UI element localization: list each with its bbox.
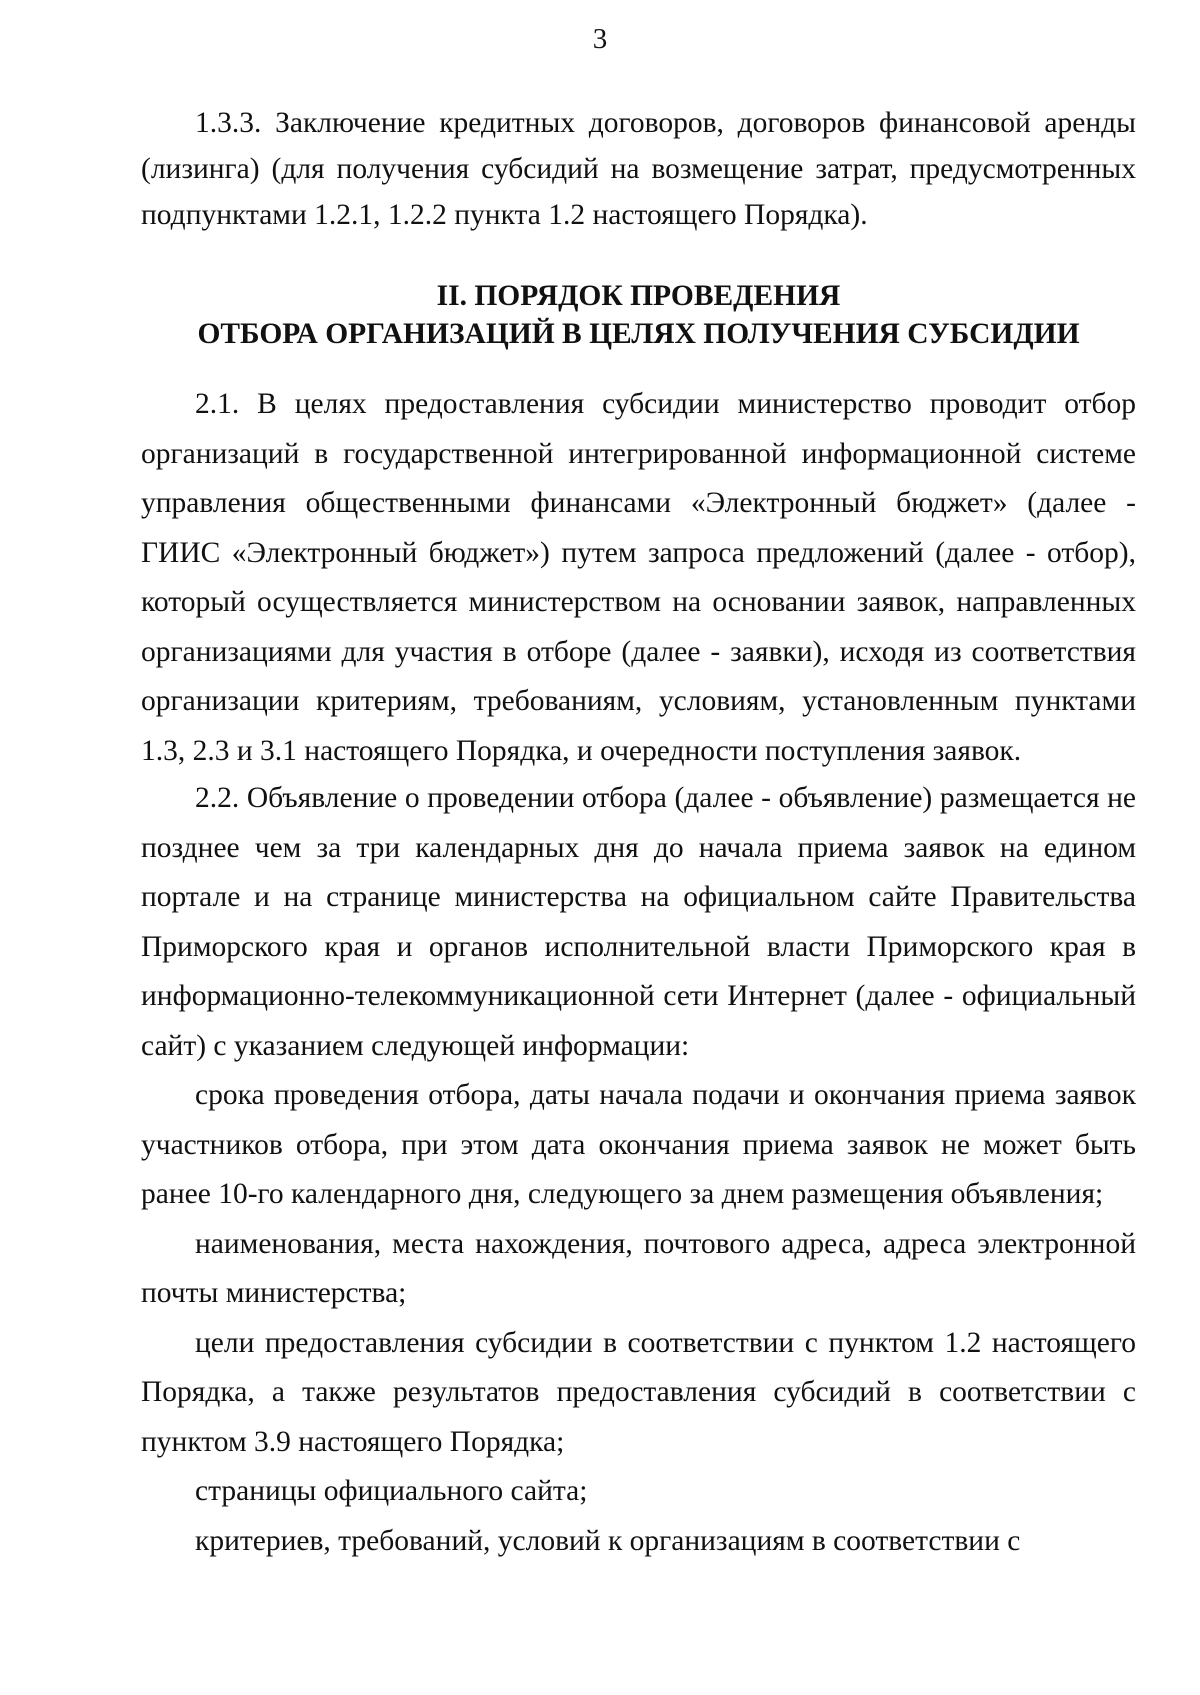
paragraph-2-2: 2.2. Объявление о проведении отбора (далее - объявление) размещается не позднее чем за три календарных дня до начала приема заявок на едином портале и на странице министерства на официальном сайте Правительства Приморского края и органов исполнительной власти Приморского края в информационно-телекоммуникационной сети Интернет (далее - официальный сайт) с указанием следующей информации: (141, 782, 1136, 1062)
paragraph-2-1: 2.1. В целях предоставления субсидии министерство проводит отбор организаций в государственной интегрированной информационной системе управления общественными финансами «Электронный бюджет» (далее - ГИИС «Электронный бюджет») путем запроса предложений (далее - отбор), который осуществляется министерством на основании заявок, направленных организациями для участия в отборе (далее - заявки), исходя из соответствия организации критериям, требованиям, условиям, установленным пунктами 1.3, 2.3 и 3.1 настоящего Порядка, и очередности поступления заявок. (141, 388, 1136, 767)
section-1-3-3-block (141, 100, 1136, 238)
section-2-1-block (141, 380, 1136, 776)
list-item: страницы официального сайта; (195, 1475, 588, 1507)
section-heading (141, 277, 1136, 353)
heading-line-1: II. ПОРЯДОК ПРОВЕДЕНИЯ (436, 280, 841, 312)
list-item: цели предоставления субсидии в соответствии с пунктом 1.2 настоящего Порядка, а также результатов предоставления субсидий в соответствии с пунктом 3.9 настоящего Порядка; (141, 1326, 1136, 1458)
paragraph-1-3-3: 1.3.3. Заключение кредитных договоров, договоров финансовой аренды (лизинга) (для получения субсидий на возмещение затрат, предусмотренных подпунктами 1.2.1, 1.2.2 пункта 1.2 настоящего Порядка). (141, 107, 1136, 231)
list-item: срока проведения отбора, даты начала подачи и окончания приема заявок участников отбора, при этом дата окончания приема заявок не может быть ранее 10-го календарного дня, следующего за днем размещения объявления; (141, 1079, 1136, 1210)
page-number: 3 (592, 23, 608, 55)
section-2-2-block (141, 774, 1136, 1566)
list-item: наименования, места нахождения, почтового адреса, адреса электронной почты министерства; (141, 1227, 1136, 1309)
heading-line-2: ОТБОРА ОРГАНИЗАЦИЙ В ЦЕЛЯХ ПОЛУЧЕНИЯ СУБСИДИИ (197, 318, 1080, 350)
list-item: критериев, требований, условий к организациям в соответствии с (195, 1524, 1021, 1557)
